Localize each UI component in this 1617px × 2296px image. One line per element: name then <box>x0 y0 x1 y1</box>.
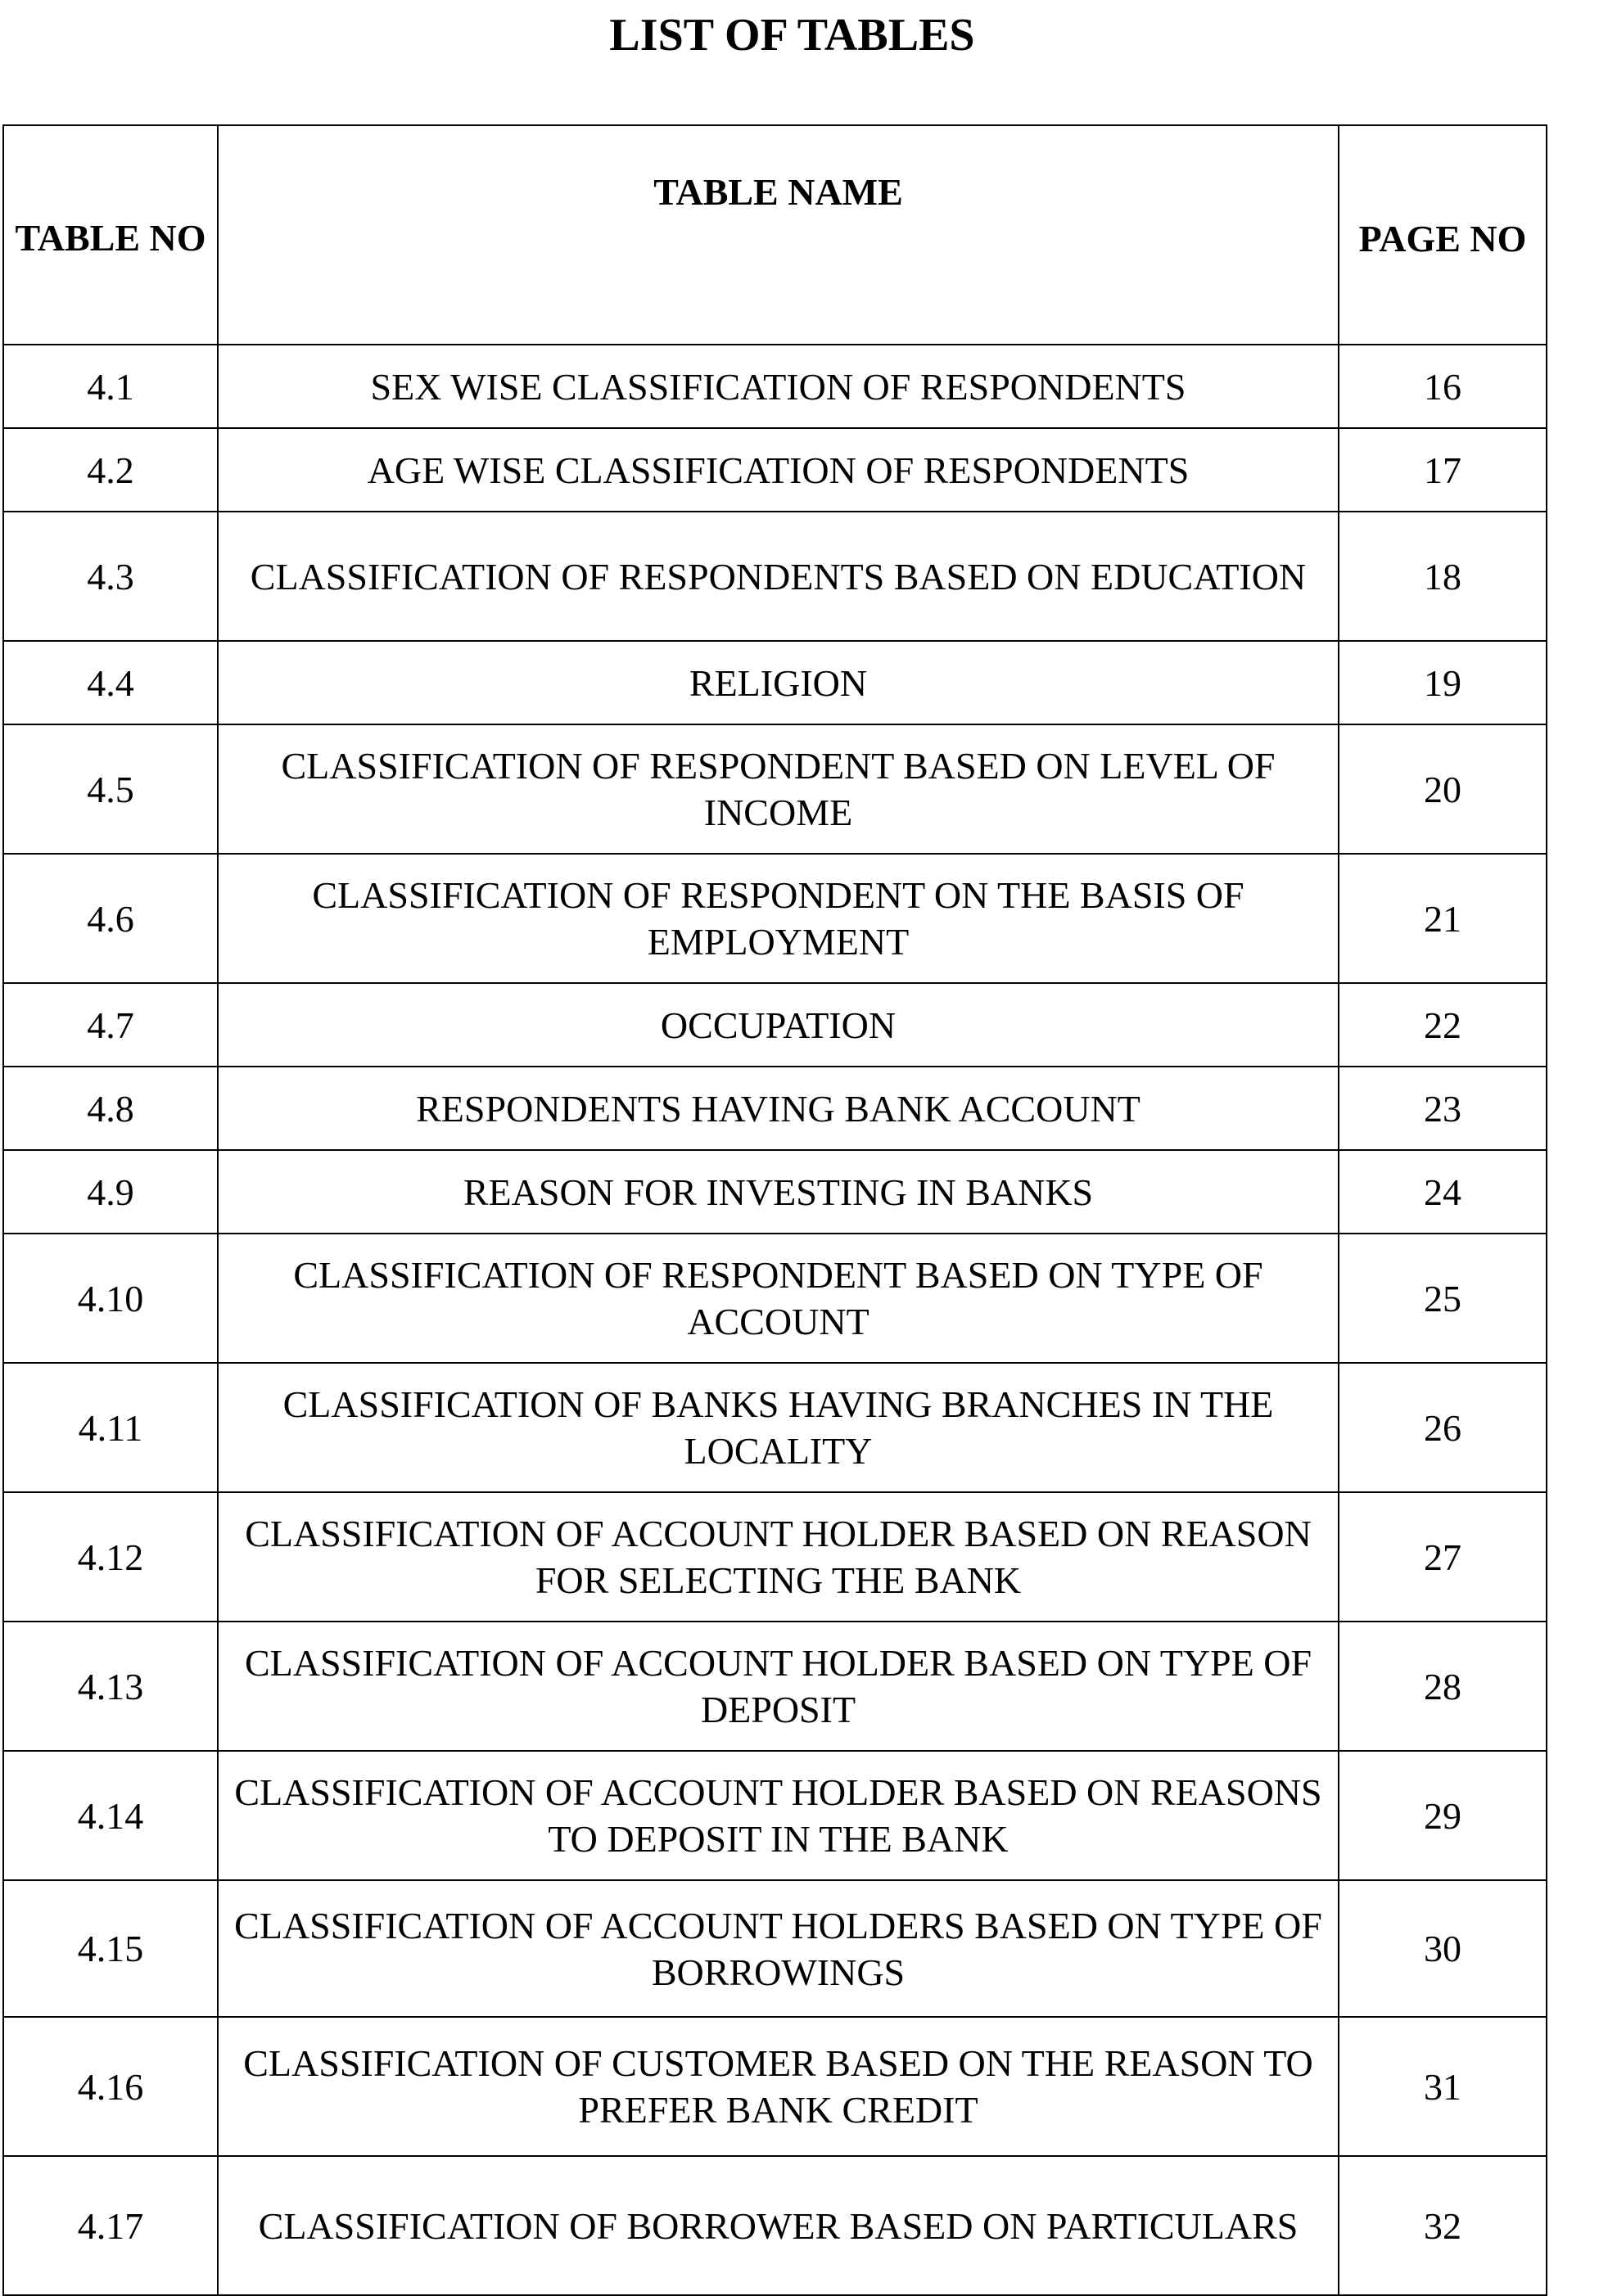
table-row <box>3 512 1547 641</box>
table-row <box>3 854 1547 983</box>
page-no-cell: 26 <box>1339 1363 1547 1492</box>
table-row <box>3 2017 1547 2156</box>
page-no-cell: 23 <box>1339 1067 1547 1150</box>
table-no-cell: 4.13 <box>3 1622 218 1751</box>
table-no-cell: 4.10 <box>3 1234 218 1363</box>
table-name-cell: CLASSIFICATION OF RESPONDENT BASED ON TYPE OF ACCOUNT <box>218 1234 1339 1363</box>
table-row <box>3 1622 1547 1751</box>
table-name-cell: RELIGION <box>218 641 1339 724</box>
table-row <box>3 1492 1547 1622</box>
page-no-cell: 25 <box>1339 1234 1547 1363</box>
table-no-cell: 4.15 <box>3 1880 218 2017</box>
table-row <box>3 724 1547 854</box>
page-no-cell: 27 <box>1339 1492 1547 1622</box>
page-no-cell: 32 <box>1339 2156 1547 2295</box>
page-no-cell: 19 <box>1339 641 1547 724</box>
page-no-cell: 21 <box>1339 854 1547 983</box>
table-no-cell: 4.17 <box>3 2156 218 2295</box>
table-name-cell: CLASSIFICATION OF ACCOUNT HOLDERS BASED ON TYPE OF BORROWINGS <box>218 1880 1339 2017</box>
table-header-row <box>3 125 1547 345</box>
table-no-cell: 4.7 <box>3 983 218 1067</box>
table-no-cell: 4.11 <box>3 1363 218 1492</box>
table-row <box>3 2156 1547 2295</box>
header-table-no: TABLE NO <box>3 125 218 345</box>
table-name-cell: SEX WISE CLASSIFICATION OF RESPONDENTS <box>218 345 1339 428</box>
table-row <box>3 1363 1547 1492</box>
table-row <box>3 983 1547 1067</box>
header-page-no: PAGE NO <box>1339 125 1547 345</box>
table-no-cell: 4.2 <box>3 428 218 512</box>
table-row <box>3 345 1547 428</box>
table-no-cell: 4.9 <box>3 1150 218 1234</box>
table-no-cell: 4.3 <box>3 512 218 641</box>
page-no-cell: 28 <box>1339 1622 1547 1751</box>
table-row <box>3 1234 1547 1363</box>
page-no-cell: 17 <box>1339 428 1547 512</box>
page-no-cell: 20 <box>1339 724 1547 854</box>
table-name-cell: CLASSIFICATION OF BANKS HAVING BRANCHES IN THE LOCALITY <box>218 1363 1339 1492</box>
table-no-cell: 4.4 <box>3 641 218 724</box>
table-no-cell: 4.5 <box>3 724 218 854</box>
page-no-cell: 22 <box>1339 983 1547 1067</box>
table-no-cell: 4.14 <box>3 1751 218 1880</box>
header-table-name: TABLE NAME <box>218 125 1339 345</box>
table-row <box>3 1150 1547 1234</box>
page-no-cell: 30 <box>1339 1880 1547 2017</box>
table-name-cell: CLASSIFICATION OF RESPONDENTS BASED ON EDUCATION <box>218 512 1339 641</box>
table-name-cell: CLASSIFICATION OF RESPONDENT ON THE BASIS OF EMPLOYMENT <box>218 854 1339 983</box>
table-row <box>3 641 1547 724</box>
list-of-tables <box>2 124 1547 2296</box>
table-row <box>3 1067 1547 1150</box>
table-name-cell: CLASSIFICATION OF BORROWER BASED ON PARTICULARS <box>218 2156 1339 2295</box>
table-name-cell: CLASSIFICATION OF RESPONDENT BASED ON LEVEL OF INCOME <box>218 724 1339 854</box>
page-title: LIST OF TABLES <box>609 10 975 61</box>
page-no-cell: 18 <box>1339 512 1547 641</box>
table-no-cell: 4.8 <box>3 1067 218 1150</box>
table-name-cell: CLASSIFICATION OF ACCOUNT HOLDER BASED ON TYPE OF DEPOSIT <box>218 1622 1339 1751</box>
page-no-cell: 29 <box>1339 1751 1547 1880</box>
table-name-cell: AGE WISE CLASSIFICATION OF RESPONDENTS <box>218 428 1339 512</box>
table-no-cell: 4.6 <box>3 854 218 983</box>
table-name-cell: CLASSIFICATION OF ACCOUNT HOLDER BASED ON REASONS TO DEPOSIT IN THE BANK <box>218 1751 1339 1880</box>
table-no-cell: 4.12 <box>3 1492 218 1622</box>
table-name-cell: REASON FOR INVESTING IN BANKS <box>218 1150 1339 1234</box>
table-no-cell: 4.1 <box>3 345 218 428</box>
table-row <box>3 1880 1547 2017</box>
table-row <box>3 428 1547 512</box>
table-name-cell: CLASSIFICATION OF CUSTOMER BASED ON THE REASON TO PREFER BANK CREDIT <box>218 2017 1339 2156</box>
page-no-cell: 24 <box>1339 1150 1547 1234</box>
table-name-cell: CLASSIFICATION OF ACCOUNT HOLDER BASED ON REASON FOR SELECTING THE BANK <box>218 1492 1339 1622</box>
table-row <box>3 1751 1547 1880</box>
table-no-cell: 4.16 <box>3 2017 218 2156</box>
table-name-cell: RESPONDENTS HAVING BANK ACCOUNT <box>218 1067 1339 1150</box>
page-no-cell: 16 <box>1339 345 1547 428</box>
page-no-cell: 31 <box>1339 2017 1547 2156</box>
table-name-cell: OCCUPATION <box>218 983 1339 1067</box>
